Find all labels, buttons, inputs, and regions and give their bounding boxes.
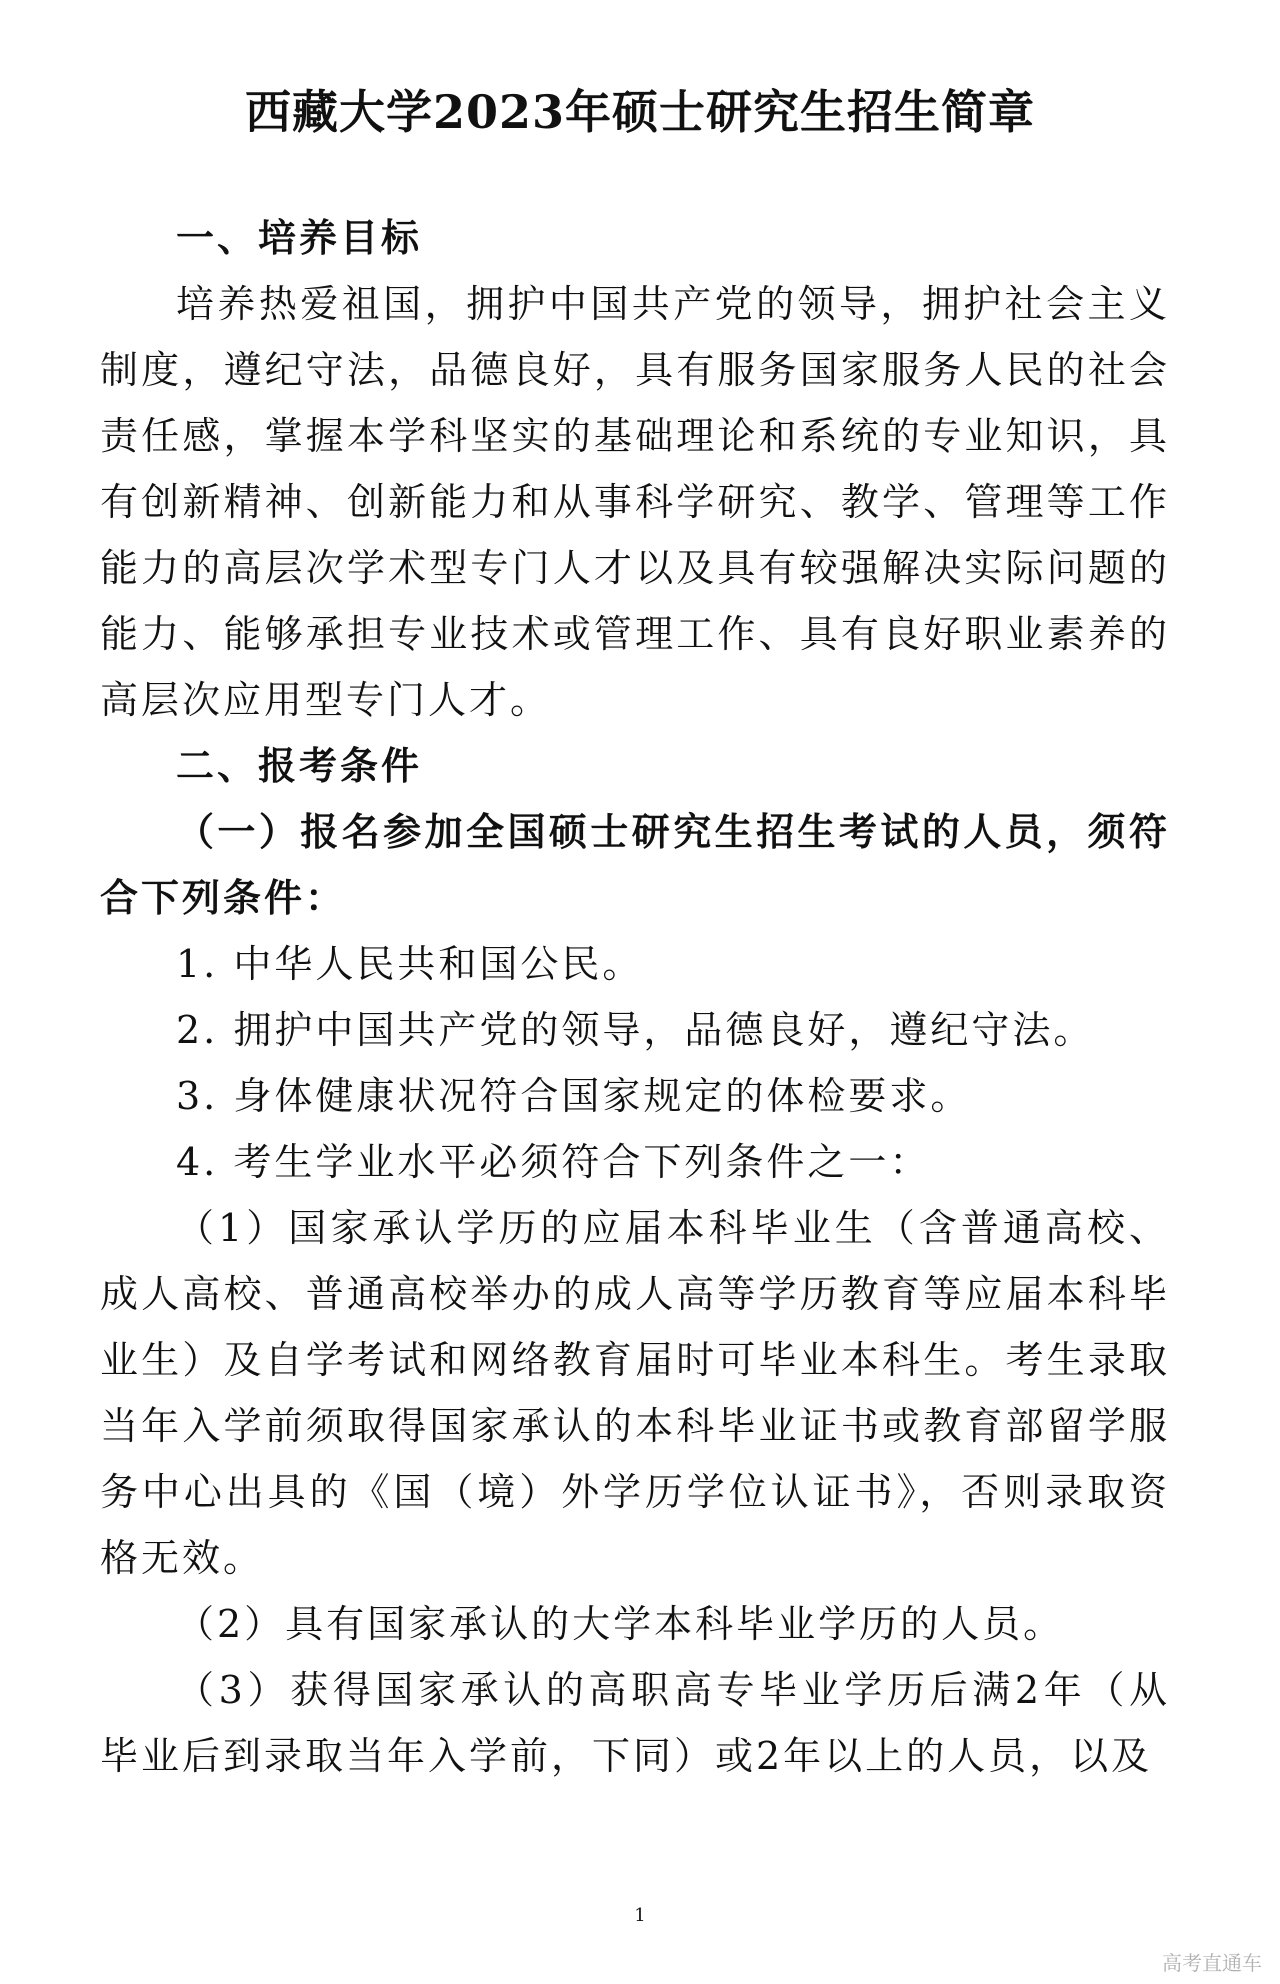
training-goals-paragraph: 培养热爱祖国，拥护中国共产党的领导，拥护社会主义制度，遵纪守法，品德良好，具有服务国家服务人民的社会责任感，掌握本学科坚实的基础理论和系统的专业知识，具有创新精神、创新能力和从事科学研究、教学、管理等工作能力的高层次学术型专门人才以及具有较强解决实际问题的能力、能够承担专业技术或管理工作、具有良好职业素养的高层次应用型专门人才。 [100,282,1170,722]
eligibility-item-3: 3. 身体健康状况符合国家规定的体检要求。 [176,1074,972,1118]
section-heading-eligibility: 二、报考条件 [176,743,423,788]
eligibility-subheading: （一）报名参加全国硕士研究生招生考试的人员，须符合下列条件： [100,809,1170,920]
document-body [100,205,1170,1789]
eligibility-item-2: 2. 拥护中国共产党的领导，品德良好，遵纪守法。 [176,1008,1095,1052]
document-title: 西藏大学2023年硕士研究生招生简章 [244,85,1036,139]
eligibility-item-4: 4. 考生学业水平必须符合下列条件之一： [176,1140,931,1184]
eligibility-subitem-3: （3）获得国家承认的高职高专毕业学历后满2年（从毕业后到录取当年入学前，下同）或2年以上的人员，以及 [100,1668,1170,1778]
eligibility-subitem-2: （2）具有国家承认的大学本科毕业学历的人员。 [176,1602,1065,1646]
watermark-text: 高考直通车 [1162,1951,1262,1975]
section-heading-training-goals: 一、培养目标 [176,215,423,260]
eligibility-subitem-1: （1）国家承认学历的应届本科毕业生（含普通高校、成人高校、普通高校举办的成人高等学历教育等应届本科毕业生）及自学考试和网络教育届时可毕业本科生。考生录取当年入学前须取得国家承认的本科毕业证书或教育部留学服务中心出具的《国（境）外学历学位认证书》，否则录取资格无效。 [100,1206,1170,1580]
page-number: 1 [634,1905,646,1926]
eligibility-item-1: 1. 中华人民共和国公民。 [176,942,644,986]
